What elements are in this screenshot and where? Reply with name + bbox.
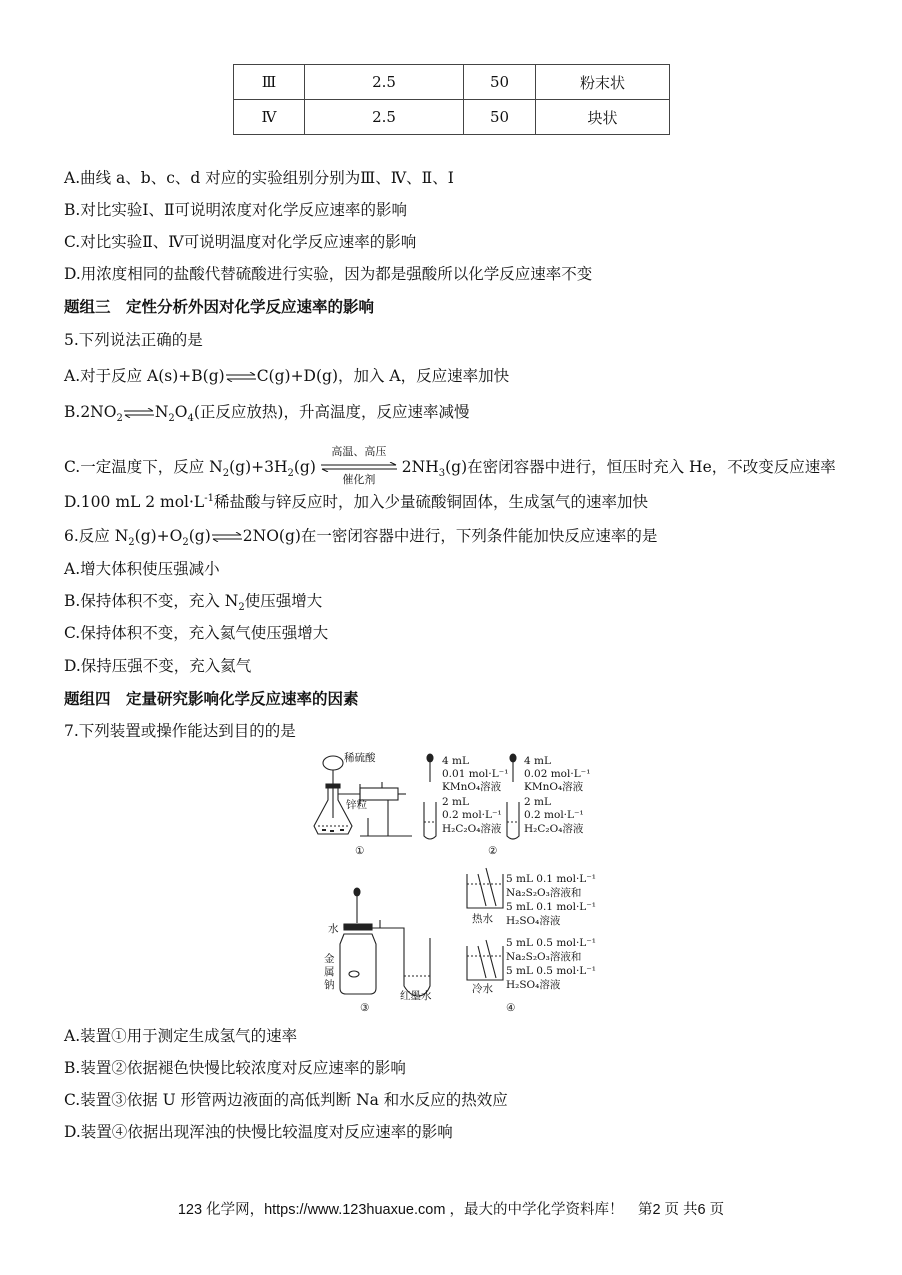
svg-text:钠: 钠	[324, 979, 335, 991]
label-apparatus-1: ①	[355, 845, 365, 857]
q5-option-d: D.100 mL 2 $mol\cdot L^{-1}$稀盐酸与锌反应时，加入少量硫酸铜固体，生成氢气的速率加快	[64, 493, 648, 512]
svg-text:KMnO₄溶液: KMnO₄溶液	[524, 781, 584, 793]
svg-text:0.02 mol·L⁻¹: 0.02 mol·L⁻¹	[524, 768, 591, 780]
label-water: 水	[328, 923, 339, 935]
q5-option-b: $B.2NO_2$ $N_2O_4$(正反应放热)，升高温度，反应速率减慢	[64, 403, 470, 425]
svg-text:0.01 mol·L⁻¹: 0.01 mol·L⁻¹	[442, 768, 509, 780]
q4-option-b: B.对比实验Ⅰ、Ⅱ可说明浓度对化学反应速率的影响	[64, 201, 407, 219]
q7-option-d: D.装置④依据出现浑浊的快慢比较温度对反应速率的影响	[64, 1123, 453, 1141]
apparatus-1	[314, 756, 412, 836]
equilibrium-arrow-icon	[124, 408, 154, 418]
q5-option-a: A.对于反应 A(s)+B(g) C(g)+D(g)，加入 A，反应速率加快	[64, 367, 510, 385]
q6-option-c: C.保持体积不变，充入氦气使压强增大	[64, 624, 329, 642]
q4-option-d: D.用浓度相同的盐酸代替硫酸进行实验，因为都是强酸所以化学反应速率不变	[64, 265, 593, 283]
table-cell: 2.5	[305, 65, 464, 100]
table-cell: 50	[464, 65, 536, 100]
table-row	[234, 100, 670, 135]
q5-stem: 5.下列说法正确的是	[64, 331, 203, 349]
svg-text:5 mL 0.1 mol·L⁻¹: 5 mL 0.1 mol·L⁻¹	[506, 901, 597, 913]
table-cell: 块状	[536, 100, 670, 135]
equilibrium-arrow-icon	[212, 532, 242, 542]
svg-text:4 mL: 4 mL	[442, 755, 469, 767]
label-apparatus-2: ②	[488, 845, 498, 857]
svg-text:H₂SO₄溶液: H₂SO₄溶液	[506, 915, 561, 927]
q4-option-a: A.曲线 a、b、c、d 对应的实验组别分别为Ⅲ、Ⅳ、Ⅱ、Ⅰ	[64, 169, 454, 187]
reaction-conditions: 高温、高压 催化剂	[321, 458, 397, 478]
q4-option-c: C.对比实验Ⅱ、Ⅳ可说明温度对化学反应速率的影响	[64, 233, 417, 251]
svg-text:H₂C₂O₄溶液: H₂C₂O₄溶液	[524, 823, 584, 835]
svg-text:属: 属	[324, 966, 335, 978]
svg-text:H₂SO₄溶液: H₂SO₄溶液	[506, 979, 561, 991]
table-cell: 2.5	[305, 100, 464, 135]
q7-stem: 7.下列装置或操作能达到目的的是	[64, 722, 296, 740]
svg-text:4 mL: 4 mL	[524, 755, 551, 767]
svg-text:0.2 mol·L⁻¹: 0.2 mol·L⁻¹	[524, 809, 584, 821]
svg-text:KMnO₄溶液: KMnO₄溶液	[442, 781, 502, 793]
section-heading-group3: 题组三 定性分析外因对化学反应速率的影响	[64, 297, 375, 316]
svg-text:Na₂S₂O₃溶液和: Na₂S₂O₃溶液和	[506, 951, 582, 963]
page-footer: 123 化学网，https://www.123huaxue.com ，最大的中学化学资料库！ 第2 页 共6 页	[177, 1202, 725, 1218]
svg-text:5 mL 0.1 mol·L⁻¹: 5 mL 0.1 mol·L⁻¹	[506, 873, 597, 885]
label-zinc: 锌粒	[346, 799, 367, 811]
label-cold-water: 冷水	[472, 983, 493, 995]
svg-text:金: 金	[324, 953, 335, 965]
label-apparatus-4: ④	[506, 1002, 516, 1014]
q6-stem: 6.反应 $N_2(g)+O_2(g)$ 2NO(g)在一密闭容器中进行，下列条件能加快反应速率的是	[64, 527, 658, 549]
svg-text:Na₂S₂O₃溶液和: Na₂S₂O₃溶液和	[506, 887, 582, 899]
svg-text:5 mL 0.5 mol·L⁻¹: 5 mL 0.5 mol·L⁻¹	[506, 965, 597, 977]
q6-option-b: B.保持体积不变，充入 $N_2$使压强增大	[64, 592, 323, 614]
q7-option-a: A.装置①用于测定生成氢气的速率	[64, 1027, 298, 1045]
apparatus-figure	[300, 748, 600, 1018]
table-cell: 粉末状	[536, 65, 670, 100]
svg-text:H₂C₂O₄溶液: H₂C₂O₄溶液	[442, 823, 502, 835]
q6-option-a: A.增大体积使压强减小	[64, 560, 220, 578]
label-hot-water: 热水	[472, 913, 493, 925]
table-cell: 50	[464, 100, 536, 135]
svg-text:2 mL: 2 mL	[442, 796, 469, 808]
apparatus-3	[340, 888, 430, 996]
table-cell: Ⅲ	[234, 65, 305, 100]
svg-text:2 mL: 2 mL	[524, 796, 551, 808]
label-dilute-sulfuric-acid: 稀硫酸	[344, 752, 376, 764]
label-apparatus-3: ③	[360, 1002, 370, 1014]
equilibrium-arrow-icon	[226, 372, 256, 382]
q5-option-c: C.一定温度下，反应 $N_2(g)+3H_2(g)$ 高温、高压 催化剂 $2NH_3(g)$在密闭容器中进行，恒压时充入 He，不改变反应速率	[64, 445, 836, 486]
label-red-ink: 红墨水	[400, 990, 432, 1002]
section-heading-group4: 题组四 定量研究影响化学反应速率的因素	[64, 689, 359, 708]
q7-option-c: C.装置③依据 U 形管两边液面的高低判断 Na 和水反应的热效应	[64, 1091, 508, 1109]
q6-option-d: D.保持压强不变，充入氦气	[64, 657, 252, 675]
svg-text:5 mL 0.5 mol·L⁻¹: 5 mL 0.5 mol·L⁻¹	[506, 937, 597, 949]
table-cell: Ⅳ	[234, 100, 305, 135]
experiment-table	[233, 64, 670, 135]
svg-text:0.2 mol·L⁻¹: 0.2 mol·L⁻¹	[442, 809, 502, 821]
table-row	[234, 65, 670, 100]
q7-option-b: B.装置②依据褪色快慢比较浓度对反应速率的影响	[64, 1059, 406, 1077]
